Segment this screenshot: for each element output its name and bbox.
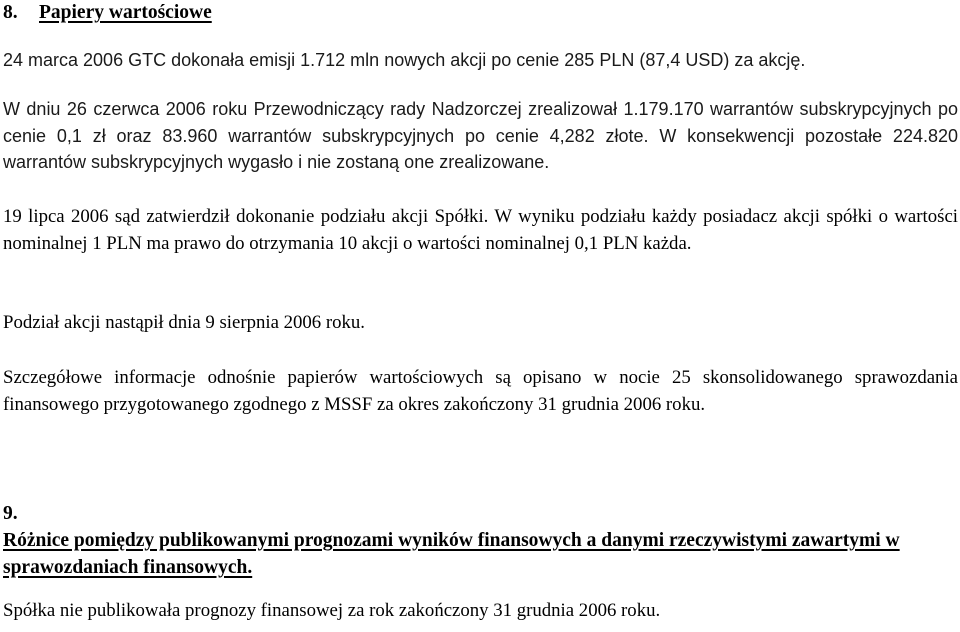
section-9-heading	[3, 500, 958, 581]
paragraph-share-split-approval: 19 lipca 2006 sąd zatwierdził dokonanie podziału akcji Spółki. W wyniku podziału każdy posiadacz akcji spółki o wartości nominalnej 1 PLN ma prawo do otrzymania 10 akcji o wartości nominalnej 0,1 PLN każda.	[3, 206, 958, 254]
section-9-number: 9.	[3, 503, 18, 524]
paragraph-share-split-date: Podział akcji nastąpił dnia 9 sierpnia 2006 roku.	[3, 312, 365, 333]
paragraph-warrants: W dniu 26 czerwca 2006 roku Przewodniczący rady Nadzorczej zrealizował 1.179.170 warrantów subskrypcyjnych po cenie 0,1 zł oraz 83.960 warrantów subskrypcyjnych po cenie 4,282 złote. W konsekwencji pozostałe 224.820 warrantów subskrypcyjnych wygasło i nie zostaną one zrealizowane.	[3, 99, 958, 172]
paragraph-share-issue: 24 marca 2006 GTC dokonała emisji 1.712 mln nowych akcji po cenie 285 PLN (87,4 USD) za akcję.	[3, 50, 806, 70]
section-9-title: Różnice pomiędzy publikowanymi prognozami wyników finansowych a danymi rzeczywistymi zawartymi w sprawozdaniach finansowych.	[3, 530, 900, 578]
paragraph-details-reference: Szczegółowe informacje odnośnie papierów wartościowych są opisano w nocie 25 skonsolidowanego sprawozdania finansowego przygotowanego zgodnego z MSSF za okres zakończony 31 grudnia 2006 roku.	[3, 367, 958, 415]
paragraph-no-forecast: Spółka nie publikowała prognozy finansowej za rok zakończony 31 grudnia 2006 roku.	[3, 600, 661, 621]
section-8-number: 8.	[3, 2, 18, 23]
section-8-title: Papiery wartościowe	[39, 2, 212, 23]
section-8-heading	[3, 0, 212, 26]
